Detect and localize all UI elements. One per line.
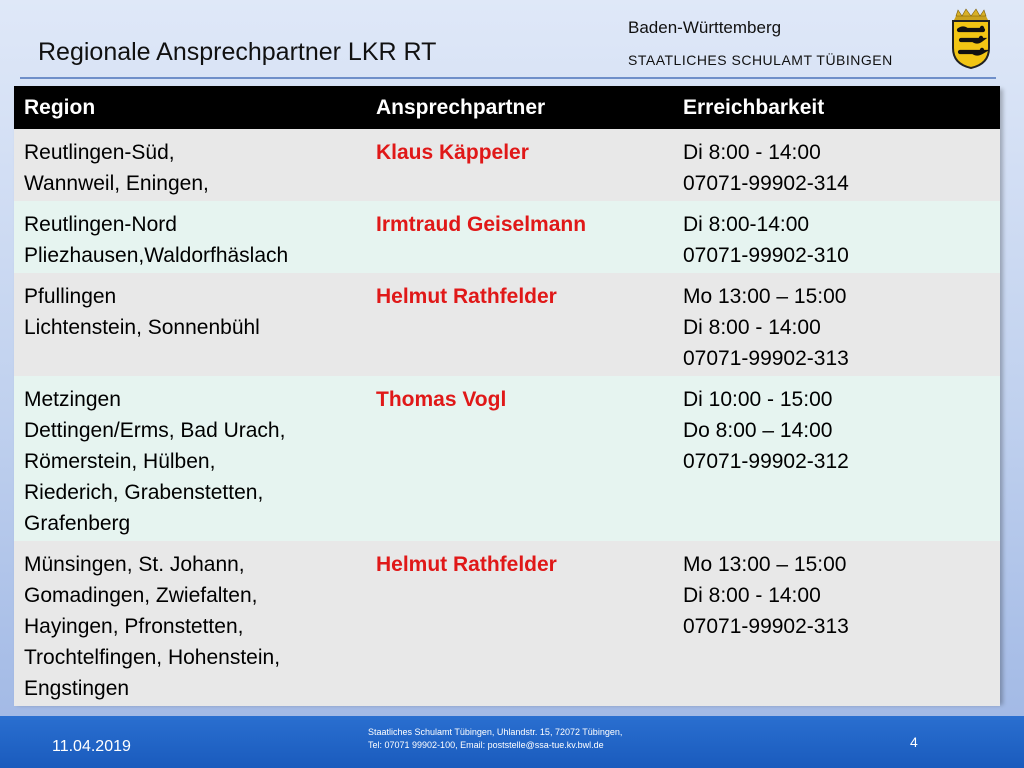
page-title: Regionale Ansprechpartner LKR RT [38, 38, 437, 66]
availability-cell [673, 201, 1000, 273]
region-line: Reutlingen-Süd, [24, 141, 175, 164]
availability-cell [673, 376, 1000, 541]
contact-person: Klaus Käppeler [366, 129, 673, 201]
region-cell [14, 201, 366, 273]
region-line: Grafenberg [24, 512, 131, 535]
availability-line: Di 8:00 - 14:00 [683, 141, 821, 164]
availability-line: Mo 13:00 – 15:00 [683, 285, 847, 308]
phone-number: 07071-99902-310 [683, 244, 849, 267]
contacts-table-panel [14, 86, 1000, 702]
availability-line: Do 8:00 – 14:00 [683, 419, 833, 442]
region-line: Trochtelfingen, Hohenstein, [24, 646, 281, 669]
table-row [14, 273, 1000, 376]
region-line: Metzingen [24, 388, 121, 411]
region-cell [14, 273, 366, 376]
region-line: Pfullingen [24, 285, 117, 308]
availability-line: Mo 13:00 – 15:00 [683, 553, 847, 576]
availability-line: Di 8:00 - 14:00 [683, 584, 821, 607]
phone-number: 07071-99902-312 [683, 450, 849, 473]
region-line: Münsingen, St. Johann, [24, 553, 245, 576]
state-name: Baden-Württemberg [628, 18, 782, 37]
office-name: STAATLICHES SCHULAMT TÜBINGEN [628, 52, 893, 68]
region-line: Römerstein, Hülben, [24, 450, 216, 473]
region-line: Dettingen/Erms, Bad Urach, [24, 419, 286, 442]
contact-person: Helmut Rathfelder [366, 273, 673, 376]
contacts-table [14, 86, 1000, 706]
region-line: Lichtenstein, Sonnenbühl [24, 316, 260, 339]
availability-line: Di 10:00 - 15:00 [683, 388, 833, 411]
table-row [14, 129, 1000, 201]
table-row [14, 541, 1000, 706]
region-cell [14, 376, 366, 541]
region-line: Riederich, Grabenstetten, [24, 481, 264, 504]
column-header-contact: Ansprechpartner [366, 86, 673, 129]
table-row [14, 201, 1000, 273]
region-line: Pliezhausen,Waldorfhäslach [24, 244, 289, 267]
availability-cell [673, 541, 1000, 706]
region-cell [14, 541, 366, 706]
phone-number: 07071-99902-313 [683, 347, 849, 370]
contact-person: Helmut Rathfelder [366, 541, 673, 706]
availability-cell [673, 129, 1000, 201]
header-divider [20, 77, 996, 79]
availability-line: Di 8:00-14:00 [683, 213, 810, 236]
table-row [14, 376, 1000, 541]
footer-address [368, 726, 622, 752]
availability-cell [673, 273, 1000, 376]
region-line: Wannweil, Eningen, [24, 172, 209, 195]
footer-bar [0, 716, 1024, 768]
availability-line: Di 8:00 - 14:00 [683, 316, 821, 339]
region-line: Gomadingen, Zwiefalten, [24, 584, 258, 607]
phone-number: 07071-99902-314 [683, 172, 849, 195]
region-line: Hayingen, Pfronstetten, [24, 615, 244, 638]
region-line: Engstingen [24, 677, 130, 700]
region-line: Reutlingen-Nord [24, 213, 177, 236]
footer-date: 11.04.2019 [52, 738, 131, 755]
footer-contact-line: Tel: 07071 99902-100, Email: poststelle@ssa-tue.kv.bwl.de [368, 740, 604, 750]
column-header-availability: Erreichbarkeit [673, 86, 1000, 129]
column-header-region: Region [14, 86, 366, 129]
contact-person: Thomas Vogl [366, 376, 673, 541]
footer-address-line: Staatliches Schulamt Tübingen, Uhlandstr. 15, 72072 Tübingen, [368, 727, 623, 737]
baden-wuerttemberg-crest-icon [948, 6, 994, 70]
contact-person: Irmtraud Geiselmann [366, 201, 673, 273]
phone-number: 07071-99902-313 [683, 615, 849, 638]
region-cell [14, 129, 366, 201]
table-header-row [14, 86, 1000, 129]
page-number: 4 [910, 734, 918, 750]
